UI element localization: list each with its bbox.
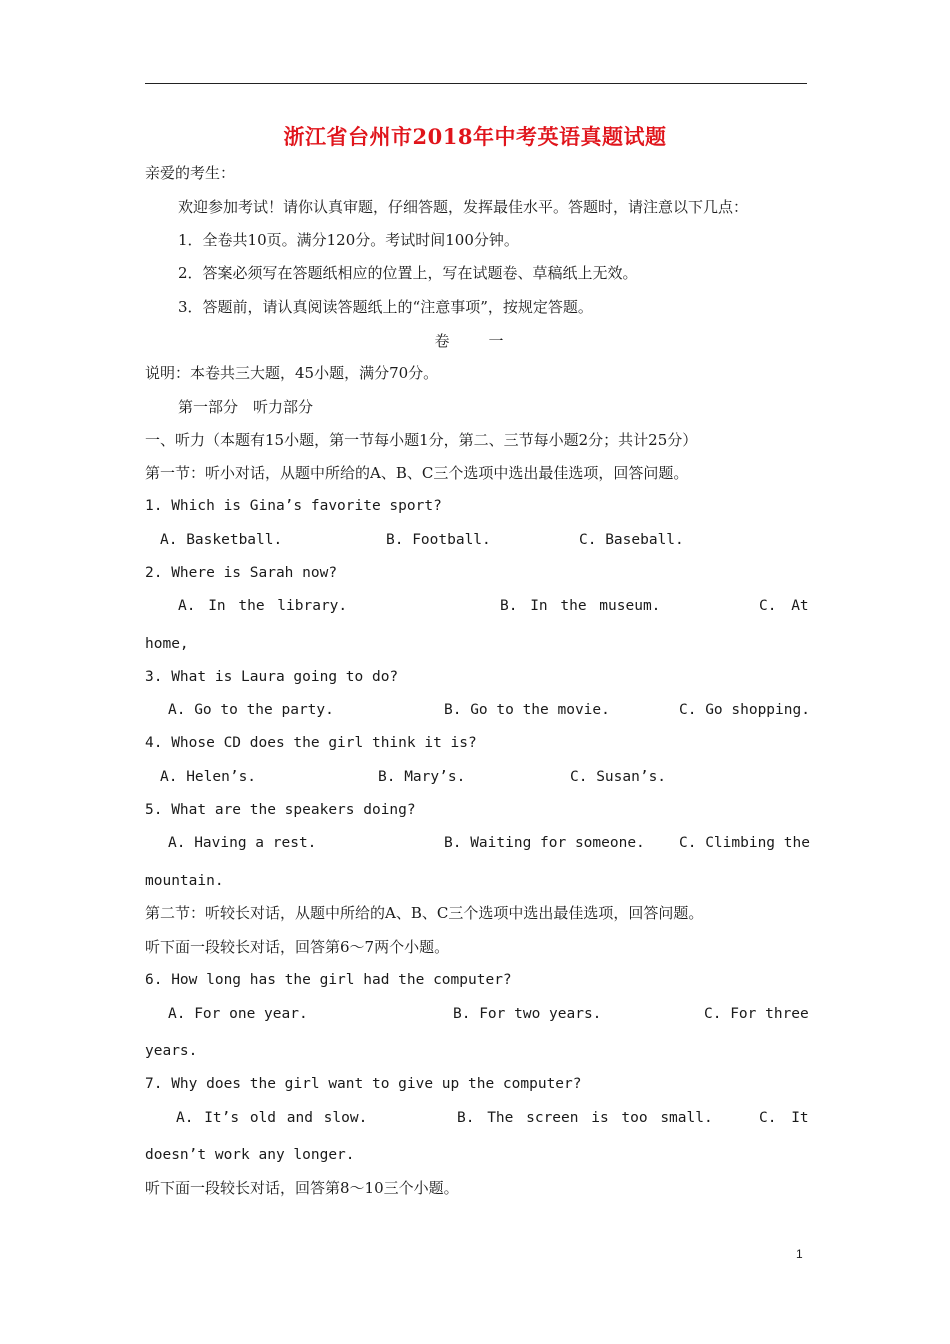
q7-option-b: B. The screen is too small.	[457, 1110, 713, 1126]
explanation: 说明：本卷共三大题，45小题，满分70分。	[145, 364, 439, 382]
welcome-text: 欢迎参加考试！请你认真审题，仔细答题，发挥最佳水平。答题时，请注意以下几点：	[178, 198, 749, 216]
q5-option-c: C. Climbing the	[679, 835, 810, 851]
q5-option-b: B. Waiting for someone.	[444, 835, 645, 851]
q6-option-a: A. For one year.	[168, 1006, 308, 1022]
note-1: 1．全卷共10页。满分120分。考试时间100分钟。	[178, 231, 519, 249]
q2-option-b: B. In the museum.	[500, 598, 661, 614]
question-3: 3. What is Laura going to do?	[145, 669, 399, 685]
q4-option-c: C. Susan’s.	[570, 769, 667, 785]
greeting: 亲爱的考生：	[145, 164, 236, 182]
header-rule	[145, 83, 807, 84]
question-5: 5. What are the speakers doing?	[145, 802, 416, 818]
q4-option-b: B. Mary’s.	[378, 769, 466, 785]
q6-option-c-continued: years.	[145, 1043, 198, 1059]
question-4: 4. Whose CD does the girl think it is?	[145, 735, 477, 751]
q2-option-c-continued: home,	[145, 636, 189, 652]
q2-option-c: C. At	[759, 598, 809, 614]
dialog-1-instruction: 听下面一段较长对话，回答第6～7两个小题。	[145, 938, 450, 956]
q7-option-c: C. It	[759, 1110, 809, 1126]
section-1-instruction: 第一节：听小对话，从题中所给的A、B、C三个选项中选出最佳选项，回答问题。	[145, 464, 689, 482]
q5-option-c-continued: mountain.	[145, 873, 224, 889]
question-1: 1. Which is Gina’s favorite sport?	[145, 498, 442, 514]
page-title: 浙江省台州市2018年中考英语真题试题	[283, 124, 667, 149]
dialog-2-instruction: 听下面一段较长对话，回答第8～10三个小题。	[145, 1179, 459, 1197]
section-heading: 一、听力（本题有15小题，第一节每小题1分，第二、三节每小题2分；共计25分）	[145, 431, 698, 449]
q1-option-a: A. Basketball.	[160, 532, 283, 548]
volume-heading: 卷 一	[434, 332, 516, 350]
question-6: 6. How long has the girl had the computer?	[145, 972, 512, 988]
page-number: 1	[796, 1247, 803, 1261]
question-2: 2. Where is Sarah now?	[145, 565, 338, 581]
q7-option-c-continued: doesn’t work any longer.	[145, 1147, 355, 1163]
section-2-instruction: 第二节：听较长对话，从题中所给的A、B、C三个选项中选出最佳选项，回答问题。	[145, 904, 704, 922]
q3-option-c: C. Go shopping.	[679, 702, 810, 718]
note-2: 2．答案必须写在答题纸相应的位置上，写在试题卷、草稿纸上无效。	[178, 264, 638, 282]
q5-option-a: A. Having a rest.	[168, 835, 317, 851]
question-7: 7. Why does the girl want to give up the computer?	[145, 1076, 582, 1092]
q1-option-b: B. Football.	[386, 532, 491, 548]
q7-option-a: A. It’s old and slow.	[176, 1110, 368, 1126]
note-3: 3．答题前，请认真阅读答题纸上的“注意事项”，按规定答题。	[178, 298, 593, 316]
q2-option-a: A. In the library.	[178, 598, 348, 614]
q3-option-a: A. Go to the party.	[168, 702, 334, 718]
q3-option-b: B. Go to the movie.	[444, 702, 610, 718]
part-heading: 第一部分 听力部分	[178, 398, 314, 416]
q4-option-a: A. Helen’s.	[160, 769, 257, 785]
q1-option-c: C. Baseball.	[579, 532, 684, 548]
q6-option-c: C. For three	[704, 1006, 809, 1022]
q6-option-b: B. For two years.	[453, 1006, 602, 1022]
